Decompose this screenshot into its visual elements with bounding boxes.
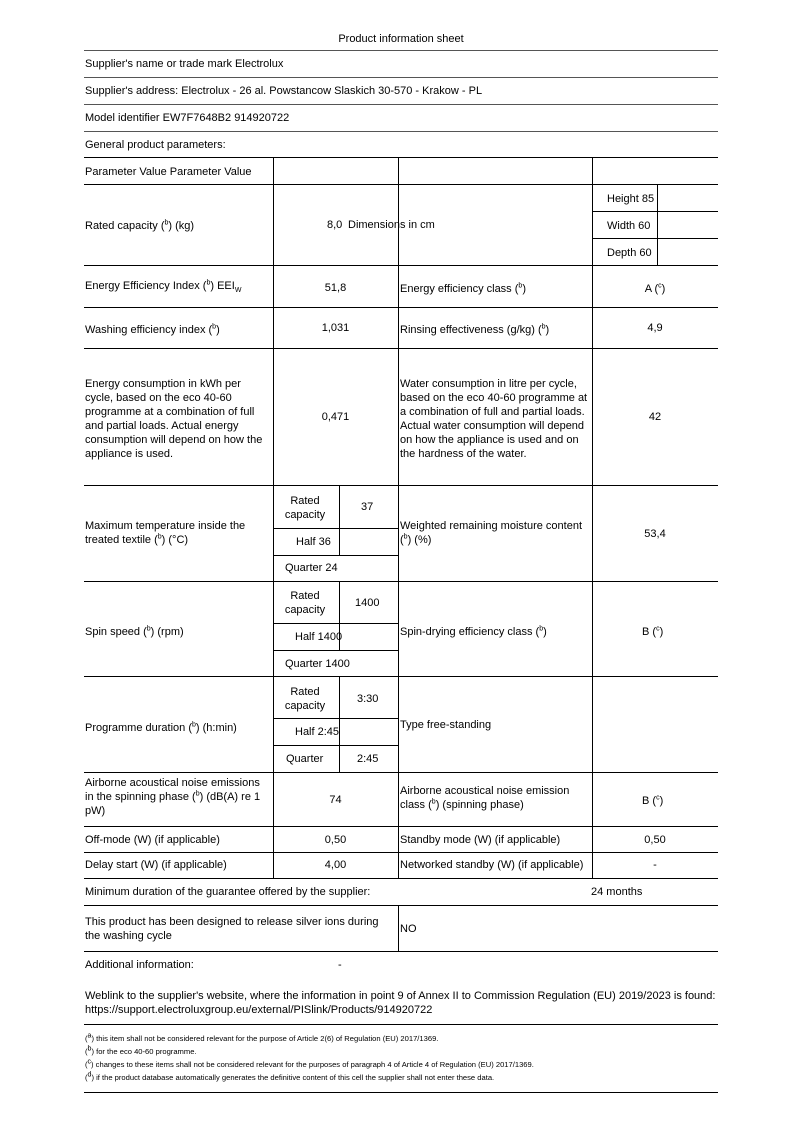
moisture-value: 53,4 — [644, 528, 666, 540]
page-title: Product information sheet — [338, 33, 464, 45]
duration-half: Half 2:45 — [295, 726, 340, 738]
divider — [84, 131, 718, 132]
row-border — [84, 485, 718, 486]
sub-border — [273, 718, 398, 719]
sub-border — [339, 676, 340, 772]
row-border — [84, 184, 718, 185]
row-border — [84, 905, 718, 906]
delay-start-label: Delay start (W) (if applicable) — [85, 859, 227, 871]
spin-speed-quarter: Quarter 1400 — [285, 658, 350, 670]
max-temp-quarter: Quarter 24 — [285, 562, 338, 574]
max-temp-label: Maximum temperature inside the treated textile ($^b$) (°C) — [85, 520, 246, 546]
off-mode-label: Off-mode (W) (if applicable) — [85, 834, 220, 846]
sub-border — [273, 650, 398, 651]
energy-consumption-value: 0,471 — [321, 411, 350, 423]
dimension-width: Width 60 — [607, 220, 651, 232]
max-temp-half: Half 36 — [296, 536, 331, 548]
duration-quarter-value: 2:45 — [357, 753, 379, 765]
row-border — [84, 676, 718, 677]
delay-start-value: 4,00 — [324, 859, 347, 871]
sub-border — [273, 745, 398, 746]
rated-capacity-label: Rated capacity ($^b$) (kg) — [85, 219, 195, 232]
noise-value: 74 — [329, 794, 342, 806]
row-border — [84, 1024, 718, 1025]
energy-consumption-label: Energy consumption in kWh per cycle, based on the eco 40-60 programme at a combination of full and partial loads. Actual energy consumption will depend on how the appliance is used. — [85, 378, 263, 460]
page-bottom-border — [84, 1092, 718, 1093]
sub-border — [592, 238, 718, 239]
standby-value: 0,50 — [644, 834, 666, 846]
guarantee-label: Minimum duration of the guarantee offered by the supplier: — [85, 886, 371, 898]
footnote-a: ($^a$) this item shall not be considered relevant for the purpose of Article 2(6) of Regulation (EU) 2017/1369. — [85, 1032, 439, 1043]
sub-border — [592, 211, 718, 212]
water-consumption-label: Water consumption in litre per cycle, based on the eco 40-60 programme at a combination of full and partial loads. Actual water consumption will depend on how the appliance is used and on the hardness of the water. — [400, 378, 588, 460]
energy-class-label: Energy efficiency class ($^b$) — [400, 282, 526, 295]
row-border — [84, 772, 718, 773]
row-border — [84, 826, 718, 827]
noise-label: Airborne acoustical noise emissions in the spinning phase ($^b$) (dB(A) re 1 pW) — [85, 777, 261, 817]
footnote-b: ($^b$) for the eco 40-60 programme. — [85, 1045, 197, 1056]
weblink-text: Weblink to the supplier's website, where the information in point 9 of Annex II to Commission Regulation (EU) 2019/2023 is found: https://support.electroluxgroup.eu/external/PISlink/Products/914920722 — [85, 990, 716, 1016]
duration-rated-label: Rated capacity — [284, 686, 326, 712]
sub-border — [273, 555, 398, 556]
water-consumption-value: 42 — [648, 411, 662, 423]
noise-class-value: B ($^c$) — [642, 794, 664, 807]
spin-speed-label: Spin speed ($^b$) (rpm) — [85, 625, 184, 638]
sub-border — [273, 528, 398, 529]
column-border — [273, 157, 274, 878]
washing-index-label: Washing efficiency index ($^b$) — [85, 323, 220, 336]
footnote-d: ($^d$) if the product database automatically generates the definitive content of this cell the supplier shall not enter these data. — [85, 1071, 495, 1082]
spin-class-value: B ($^c$) — [642, 625, 664, 638]
general-params-heading: General product parameters: — [85, 139, 226, 151]
duration-label: Programme duration ($^b$) (h:min) — [85, 721, 237, 734]
additional-info-value: - — [338, 959, 342, 971]
eei-label: Energy Efficiency Index ($^b$) $EEI_W$ — [85, 279, 242, 295]
energy-class-value: A ($^c$) — [644, 282, 666, 295]
column-border — [398, 157, 399, 878]
sub-border — [273, 623, 398, 624]
supplier-name: Supplier's name or trade mark Electrolux — [85, 58, 284, 70]
column-border — [398, 905, 399, 951]
rated-capacity-value: 8,0 — [327, 219, 343, 231]
standby-label: Standby mode (W) (if applicable) — [400, 834, 561, 846]
sub-border — [339, 485, 340, 555]
networked-label: Networked standby (W) (if applicable) — [400, 859, 584, 871]
param-header: Parameter Value Parameter Value — [85, 166, 252, 178]
networked-value: - — [653, 859, 657, 871]
duration-rated-value: 3:30 — [357, 693, 379, 705]
divider — [84, 77, 718, 78]
eei-value: 51,8 — [324, 282, 347, 294]
row-border — [84, 878, 718, 879]
spin-speed-rated-label: Rated capacity — [284, 590, 326, 616]
row-border — [84, 951, 718, 952]
row-border — [84, 852, 718, 853]
spin-speed-rated-value: 1400 — [355, 597, 380, 609]
silver-ions-value: NO — [400, 923, 417, 935]
duration-quarter-label: Quarter — [286, 753, 324, 765]
noise-class-label: Airborne acoustical noise emission class ($^b$) (spinning phase) — [400, 785, 570, 811]
row-border — [84, 265, 718, 266]
divider — [84, 104, 718, 105]
max-temp-rated-value: 37 — [361, 501, 374, 513]
additional-info-label: Additional information: — [85, 959, 194, 971]
footnote-c: ($^c$) changes to these items shall not be considered relevant for the purposes of paragraph 4 of Article 4 of Regulation (EU) 2017/1369. — [85, 1058, 534, 1069]
type-label: Type free-standing — [400, 719, 492, 731]
row-border — [84, 581, 718, 582]
washing-index-value: 1,031 — [321, 322, 350, 334]
moisture-label: Weighted remaining moisture content ($^b$) (%) — [400, 520, 583, 546]
silver-ions-label: This product has been designed to release silver ions during the washing cycle — [85, 916, 379, 942]
row-border — [84, 307, 718, 308]
dimensions-label: Dimensions in cm — [348, 219, 435, 231]
model-identifier: Model identifier EW7F7648B2 914920722 — [85, 112, 290, 124]
off-mode-value: 0,50 — [324, 834, 347, 846]
max-temp-rated-label: Rated capacity — [284, 495, 326, 521]
spin-class-label: Spin-drying efficiency class ($^b$) — [400, 625, 547, 638]
supplier-address: Supplier's address: Electrolux - 26 al. Powstancow Slaskich 30-570 - Krakow - PL — [85, 85, 483, 97]
column-border — [592, 157, 593, 878]
row-border — [84, 348, 718, 349]
rinsing-label: Rinsing effectiveness (g/kg) ($^b$) — [400, 323, 550, 336]
rinsing-value: 4,9 — [647, 322, 663, 334]
dimension-depth: Depth 60 — [607, 247, 652, 259]
guarantee-value: 24 months — [591, 886, 643, 898]
sub-border — [657, 184, 658, 265]
divider — [84, 50, 718, 51]
spin-speed-half: Half 1400 — [295, 631, 343, 643]
dimension-height: Height 85 — [607, 193, 655, 205]
table-top-border — [84, 157, 718, 158]
